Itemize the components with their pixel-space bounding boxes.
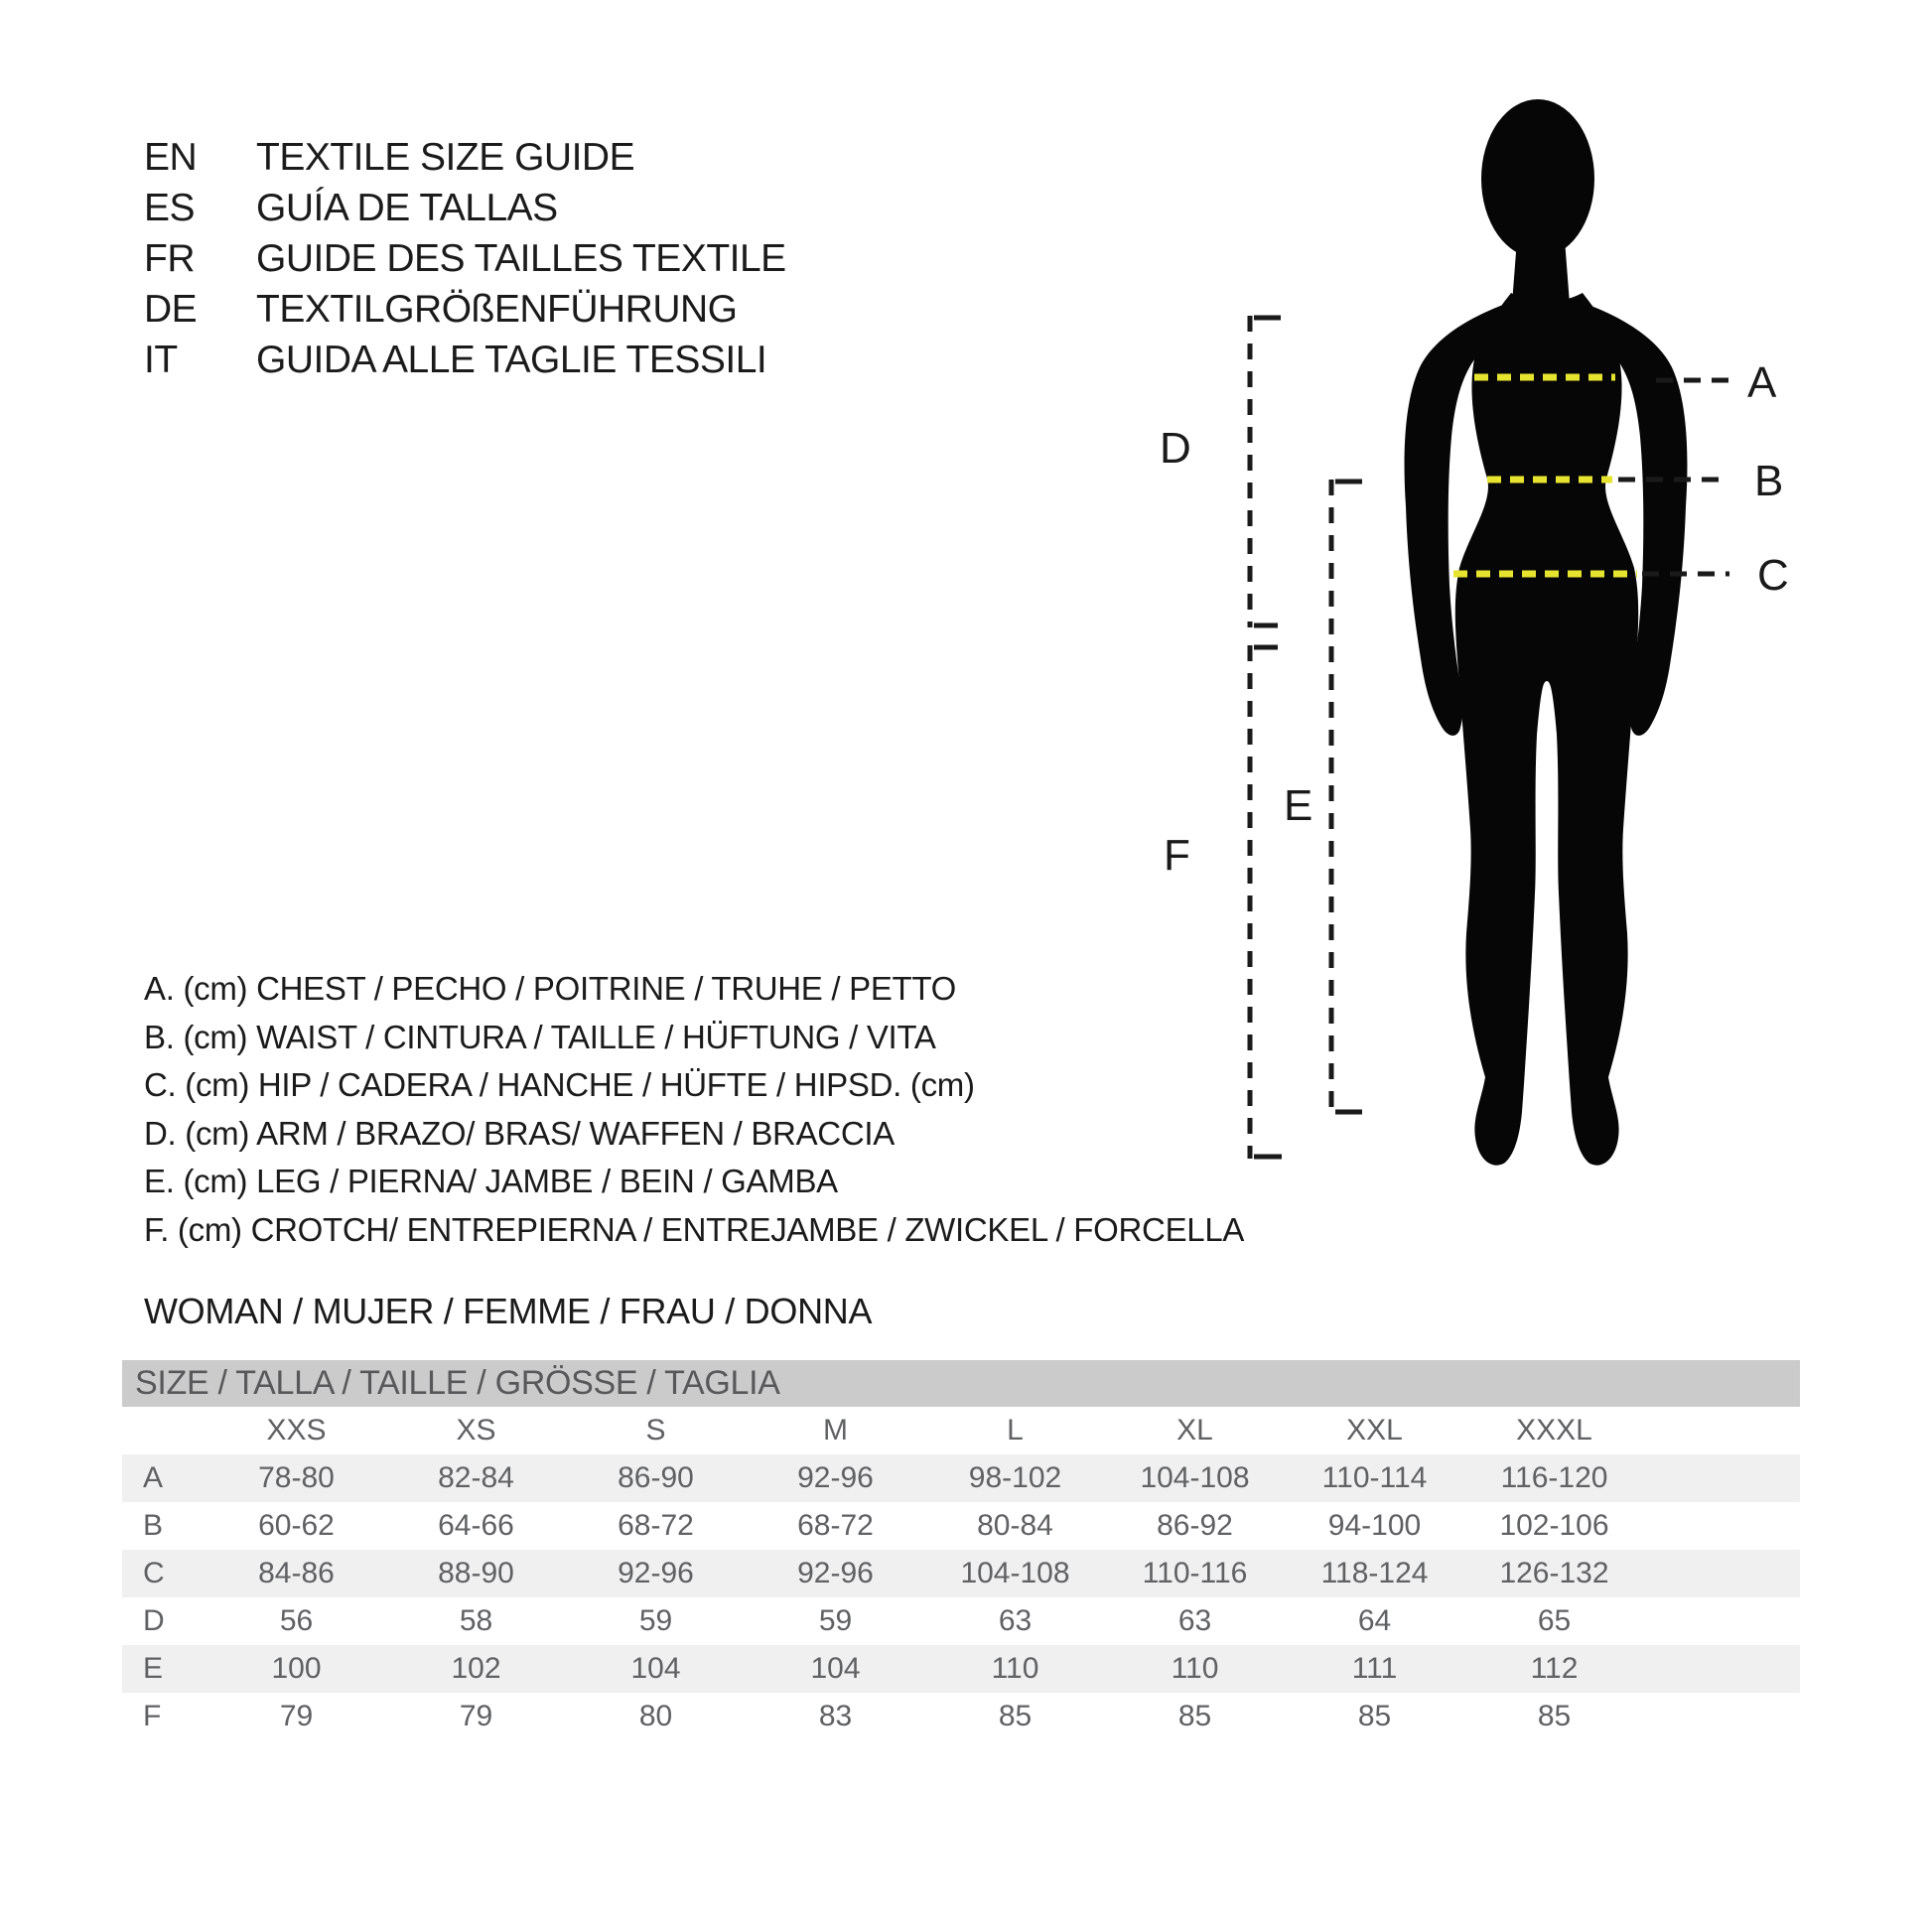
size-column-header: M (823, 1414, 848, 1447)
value-cell: 112 (1530, 1652, 1579, 1685)
language-title: GUÍA DE TALLAS (256, 186, 558, 229)
legend-item: D. (cm) ARM / BRAZO/ BRAS/ WAFFEN / BRACCIA (144, 1114, 895, 1152)
value-cell: 86-92 (1157, 1509, 1233, 1542)
table-row (122, 1454, 1800, 1502)
size-column-header: XXXL (1516, 1414, 1592, 1447)
silhouette-neck (1512, 226, 1570, 304)
value-cell: 64 (1357, 1604, 1392, 1637)
silhouette-torso-legs (1455, 293, 1638, 1166)
row-label-cell: E (143, 1652, 164, 1685)
value-cell: 110-116 (1142, 1557, 1248, 1589)
legend-item: B. (cm) WAIST / CINTURA / TAILLE / HÜFTUNG / VITA (144, 1018, 936, 1055)
label-waist-b: B (1754, 457, 1784, 505)
value-cell: 58 (459, 1604, 493, 1637)
language-row (144, 183, 786, 233)
language-code: DE (144, 287, 198, 331)
table-row (122, 1597, 1800, 1645)
value-cell: 79 (459, 1700, 493, 1732)
row-label-cell: D (143, 1604, 165, 1637)
value-cell: 85 (1177, 1700, 1212, 1732)
size-column-header: L (1007, 1414, 1024, 1447)
crotch-measure-line-f (1250, 645, 1282, 1159)
value-cell: 110-114 (1321, 1461, 1428, 1494)
size-column-header: XXS (266, 1414, 327, 1447)
value-cell: 85 (998, 1700, 1033, 1732)
row-label-cell: A (143, 1461, 164, 1494)
value-cell: 68-72 (618, 1509, 694, 1542)
value-cell: 104 (630, 1652, 681, 1685)
language-title: GUIDE DES TAILLES TEXTILE (256, 236, 786, 280)
label-hip-c: C (1757, 551, 1789, 600)
value-cell: 56 (279, 1604, 314, 1637)
language-code: EN (144, 135, 198, 179)
value-cell: 102 (451, 1652, 501, 1685)
value-cell: 104 (810, 1652, 861, 1685)
value-cell: 83 (818, 1700, 853, 1732)
size-table-body (122, 1454, 1800, 1740)
value-cell: 80 (638, 1700, 673, 1732)
table-row (122, 1693, 1800, 1740)
language-row (144, 233, 786, 284)
value-cell: 63 (998, 1604, 1033, 1637)
value-cell: 110 (991, 1652, 1039, 1685)
size-column-header: XL (1176, 1414, 1213, 1447)
label-arm-d: D (1160, 424, 1191, 473)
label-chest-a: A (1747, 358, 1777, 407)
value-cell: 100 (271, 1652, 322, 1685)
table-row (122, 1550, 1800, 1597)
language-code: ES (144, 186, 196, 229)
value-cell: 64-66 (438, 1509, 514, 1542)
value-cell: 92-96 (618, 1557, 694, 1589)
value-cell: 60-62 (258, 1509, 335, 1542)
value-cell: 88-90 (438, 1557, 514, 1589)
arm-measure-line-d (1250, 316, 1281, 627)
size-column-header: S (645, 1414, 666, 1447)
value-cell: 63 (1177, 1604, 1212, 1637)
label-crotch-f: F (1164, 831, 1190, 880)
size-table (122, 1360, 1800, 1740)
value-cell: 94-100 (1327, 1509, 1422, 1542)
value-cell: 80-84 (977, 1509, 1053, 1542)
value-cell: 104-108 (960, 1557, 1070, 1589)
language-title: GUIDA ALLE TAGLIE TESSILI (256, 338, 767, 381)
language-code: FR (144, 236, 195, 280)
woman-silhouette (1405, 99, 1688, 1166)
value-cell: 126-132 (1499, 1557, 1609, 1589)
row-label-cell: C (143, 1557, 165, 1589)
value-cell: 59 (638, 1604, 673, 1637)
language-row (144, 132, 786, 183)
value-cell: 79 (279, 1700, 314, 1732)
value-cell: 59 (818, 1604, 853, 1637)
label-leg-e: E (1284, 781, 1313, 830)
legend-item: E. (cm) LEG / PIERNA/ JAMBE / BEIN / GAMBA (144, 1163, 838, 1200)
language-code: IT (144, 338, 178, 381)
legend-item: C. (cm) HIP / CADERA / HANCHE / HÜFTE / HIPSD. (cm) (144, 1066, 975, 1104)
gender-section-title: WOMAN / MUJER / FEMME / FRAU / DONNA (144, 1291, 873, 1331)
value-cell: 85 (1537, 1700, 1572, 1732)
leg-measure-line-e (1331, 480, 1362, 1114)
legend-item: F. (cm) CROTCH/ ENTREPIERNA / ENTREJAMBE / ZWICKEL / FORCELLA (144, 1210, 1245, 1248)
value-cell: 65 (1537, 1604, 1572, 1637)
legend-item: A. (cm) CHEST / PECHO / POITRINE / TRUHE / PETTO (144, 970, 957, 1008)
value-cell: 86-90 (618, 1461, 694, 1494)
value-cell: 98-102 (968, 1461, 1062, 1494)
table-header-bar (122, 1360, 1800, 1407)
value-cell: 104-108 (1140, 1461, 1250, 1494)
measurement-legend (144, 965, 1244, 1254)
size-column-header: XS (456, 1414, 496, 1447)
size-column-header: XXL (1346, 1414, 1403, 1447)
row-label-cell: B (143, 1509, 164, 1542)
row-label-cell: F (143, 1700, 162, 1732)
table-row (122, 1502, 1800, 1550)
language-row (144, 284, 786, 335)
value-cell: 85 (1357, 1700, 1392, 1732)
value-cell: 78-80 (258, 1461, 335, 1494)
value-cell: 110 (1171, 1652, 1219, 1685)
value-cell: 92-96 (797, 1557, 874, 1589)
value-cell: 82-84 (438, 1461, 514, 1494)
value-cell: 92-96 (797, 1461, 874, 1494)
table-header-label: SIZE / TALLA / TAILLE / GRÖSSE / TAGLIA (135, 1364, 780, 1402)
language-title: TEXTILGRÖßENFÜHRUNG (256, 287, 738, 331)
value-cell: 118-124 (1320, 1557, 1429, 1589)
language-title-block (144, 132, 786, 385)
language-title: TEXTILE SIZE GUIDE (256, 135, 635, 179)
value-cell: 68-72 (797, 1509, 874, 1542)
value-cell: 111 (1351, 1652, 1398, 1685)
value-cell: 102-106 (1499, 1509, 1609, 1542)
table-row (122, 1645, 1800, 1693)
value-cell: 116-120 (1500, 1461, 1608, 1494)
size-header-row (122, 1407, 1800, 1454)
value-cell: 84-86 (258, 1557, 335, 1589)
language-row (144, 335, 786, 385)
